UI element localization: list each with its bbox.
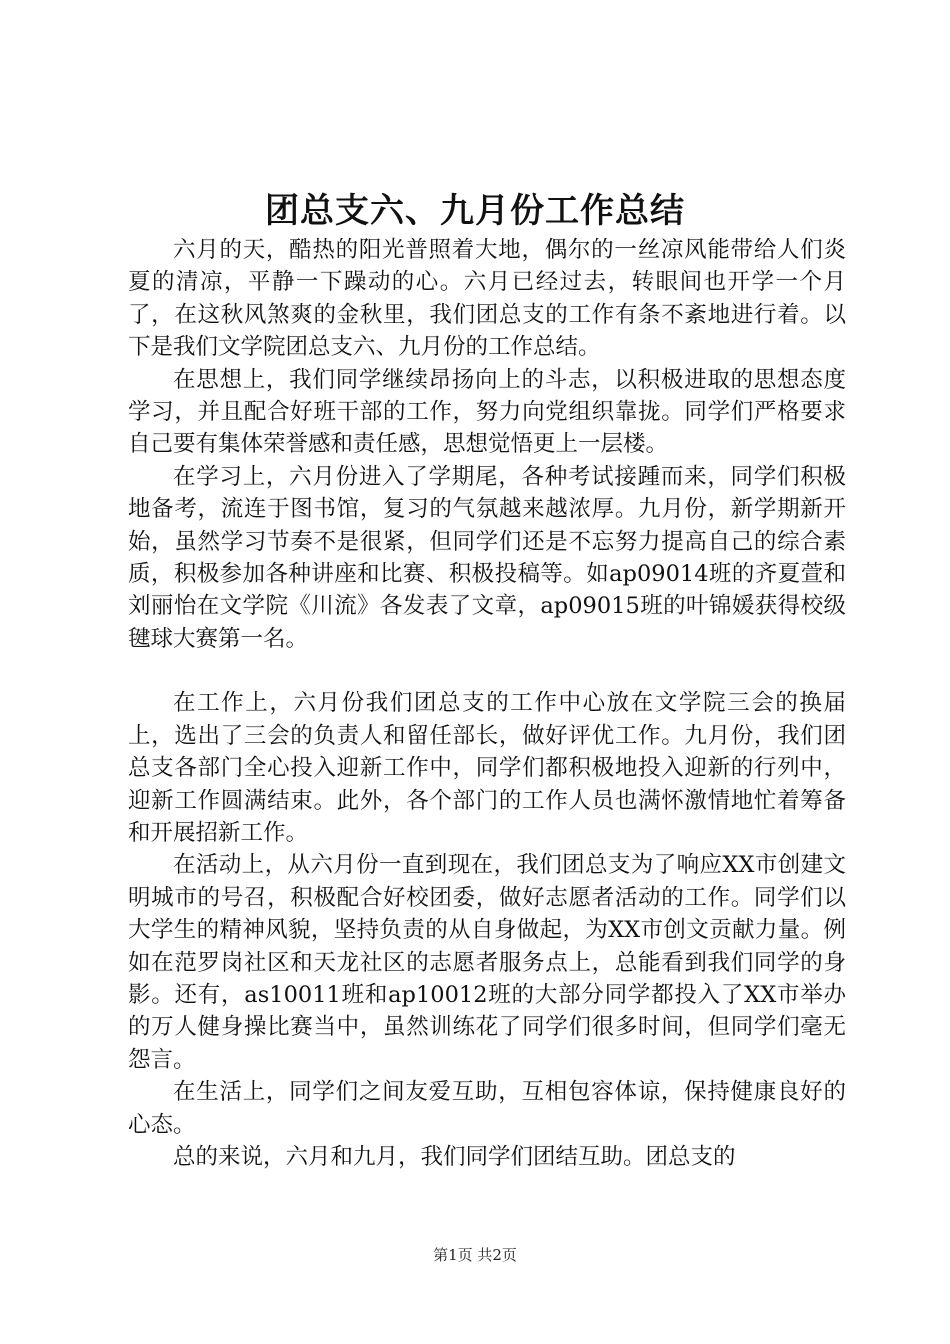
paragraph-work: 在工作上，六月份我们团总支的工作中心放在文学院三会的换届上，选出了三会的负责人和留任部长，做好评优工作。九月份，我们团总支各部门全心投入迎新工作中，同学们都积极地投入迎新的行列中，迎新工作圆满结束。此外，各个部门的工作人员也满怀激情地忙着筹备和开展招新工作。 — [128, 690, 846, 846]
page-number: 第1页 共2页 — [433, 1246, 517, 1264]
paragraph-life: 在生活上，同学们之间友爱互助，互相包容体谅，保持健康良好的心态。 — [128, 1079, 846, 1138]
paragraph-summary: 总的来说，六月和九月，我们同学们团结互助。团总支的 — [173, 1143, 736, 1170]
paragraph-thought: 在思想上，我们同学继续昂扬向上的斗志，以积极进取的思想态度学习，并且配合好班干部的工作，努力向党组织靠拢。同学们严格要求自己要有集体荣誉感和责任感，思想觉悟更上一层楼。 — [128, 366, 846, 458]
paragraph-study: 在学习上，六月份进入了学期尾，各种考试接踵而来，同学们积极地备考，流连于图书馆，复习的气氛越来越浓厚。九月份，新学期新开始，虽然学习节奏不是很紧，但同学们还是不忘努力提高自己的综合素质，积极参加各种讲座和比赛、积极投稿等。如ap09014班的齐夏萱和刘丽怡在文学院《川流》各发表了文章，ap09015班的叶锦媛获得校级毽球大赛第一名。 — [128, 463, 846, 652]
paragraph-intro: 六月的天，酷热的阳光普照着大地，偶尔的一丝凉风能带给人们炎夏的清凉，平静一下躁动的心。六月已经过去，转眼间也开学一个月了，在这秋风煞爽的金秋里，我们团总支的工作有条不紊地进行着。以下是我们文学院团总支六、九月份的工作总结。 — [128, 237, 846, 361]
paragraph-activity: 在活动上，从六月份一直到现在，我们团总支为了响应XX市创建文明城市的号召，积极配合好校团委，做好志愿者活动的工作。同学们以大学生的精神风貌，坚持负责的从自身做起，为XX市创文贡献力量。例如在范罗岗社区和天龙社区的志愿者服务点上，总能看到我们同学的身影。还有，as10011班和ap10012班的大部分同学都投入了XX市举办的万人健身操比赛当中，虽然训练花了同学们很多时间，但同学们毫无怨言。 — [128, 852, 846, 1073]
document-body — [128, 234, 846, 1173]
page-title: 团总支六、九月份工作总结 — [265, 191, 685, 231]
